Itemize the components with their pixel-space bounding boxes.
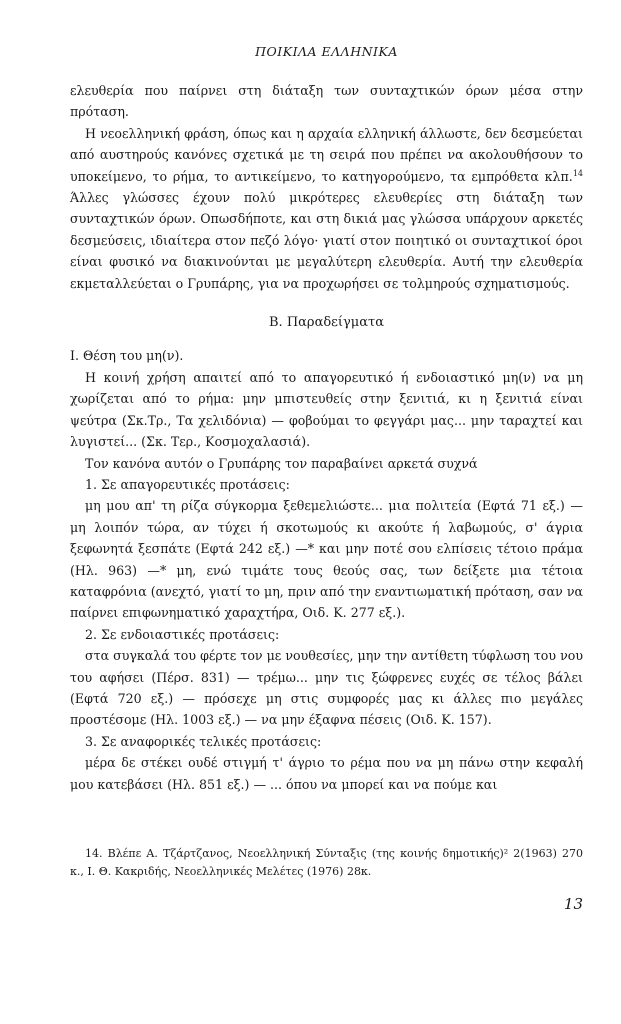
paragraph-6: στα συγκαλά του φέρτε τον με νουθεσίες, μην την αντίθετη τύφλωση του νου του αφήσει (Πέρσ. 831) — τρέμω... μην τις ξώφρενες ευχές σε τέλος βάλει (Εφτά 720 εξ.) — πρόσεχε μη στις συμφορές μας κι άλλες πιο μεγάλες προστέσομε (Ηλ. 1003 εξ.) — να μην έξαφνα πέσεις (Οιδ. Κ. 157).	[70, 648, 583, 728]
paragraph-7: μέρα δε στέκει ουδέ στιγμή τ' άγριο το ρέμα που να μη πάνω στην κεφαλή μου κατεβάσει (Ηλ. 851 εξ.) — ... όπου να μπορεί και να πούμε και	[70, 755, 583, 792]
section-heading: Β. Παραδείγματα	[269, 315, 384, 331]
footnote-14: 14. Βλέπε Α. Τζάρτζανος, Νεοελληνική Σύνταξις (της κοινής δημοτικής)² 2(1963) 270 κ., Ι. Θ. Κακριδής, Νεοελληνικές Μελέτες (1976) 28κ.	[70, 847, 583, 878]
paragraph-3: Η κοινή χρήση απαιτεί από το απαγορευτικό ή ενδοιαστικό μη(ν) να μη χωρίζεται από το ρήμα: μην μπιστευθείς στην ξενιτιά, κι η ξενιτιά είναι ψεύτρα (Σκ.Τρ., Τα χελιδόνια) — φοβούμαι το φεγγάρι μας... μην ταραχτεί και λυγιστεί... (Σκ. Τερ., Κοσμοχαλασιά).	[70, 369, 583, 450]
footnotes	[70, 845, 583, 881]
page-body	[70, 44, 583, 795]
running-header: ΠΟΙΚΙΛΑ ΕΛΛΗΝΙΚΑ	[255, 44, 398, 59]
paragraph-2	[70, 123, 583, 294]
page-number: 13	[563, 895, 583, 913]
paragraph-5: μη μου απ' τη ρίζα σύγκορμα ξεθεμελιώστε... μια πολιτεία (Εφτά 71 εξ.) — μη λοιπόν τώρα, αν τύχει ή σκοτωμούς κι ακούτε ή λαβωμούς, σ' άγρια ξεφωνητά ξεσπάτε (Εφτά 242 εξ.) —* και μην ποτέ σου ελπίσεις τέτοιο πράμα (Ηλ. 963) —* μη, ενώ τιμάτε τους θεούς σας, των δείξετε μια τέτοια καταφρόνια (ανεχτό, γιατί το μη, πριν από την εναντιωματική πρόταση, σαν να παίρνει επιφωνηματικό χαραχτήρα, Οιδ. Κ. 277 εξ.).	[70, 498, 583, 621]
paragraph-4: Τον κανόνα αυτόν ο Γρυπάρης τον παραβαίνει αρκετά συχνά	[85, 455, 478, 471]
list-item-2: 2. Σε ενδοιαστικές προτάσεις:	[85, 626, 280, 642]
list-item-1: 1. Σε απαγορευτικές προτάσεις:	[85, 476, 290, 492]
list-item-3: 3. Σε αναφορικές τελικές προτάσεις:	[85, 733, 322, 749]
paragraph-1: ελευθερία που παίρνει στη διάταξη των συνταχτικών όρων μέσα στην πρόταση.	[70, 83, 583, 120]
subheading-1: Ι. Θέση του μη(ν).	[70, 348, 184, 364]
paragraph-2-part-b: Άλλες γλώσσες έχουν πολύ μικρότερες ελευθερίες στη διάταξη των συνταχτικών όρων. Οπωσδήποτε, και στη δικιά μας γλώσσα υπάρχουν αρκετές δεσμεύσεις, ιδιαίτερα στον πεζό λόγο· γιατί στον ποιητικό οι συνταχτικοί όροι είναι φυσικό να διακινούνται με μεγαλύτερη ελευθερία. Αυτή την ελευθερία εκμεταλλεύεται ο Γρυπάρης, για να προχωρήσει σε τολμηρούς σχηματισμούς.	[70, 190, 583, 291]
paragraph-2-part-a: Η νεοελληνική φράση, όπως και η αρχαία ελληνική άλλωστε, δεν δεσμεύεται από αυστηρούς κανόνες σχετικά με τη σειρά που πρέπει να ακολουθήσουν το υποκείμενο, το ρήμα, το αντικείμενο, το κατηγορούμενο, τα εμπρόθετα κλπ.	[70, 125, 583, 184]
footnote-ref-14[interactable]: 14	[572, 168, 583, 178]
